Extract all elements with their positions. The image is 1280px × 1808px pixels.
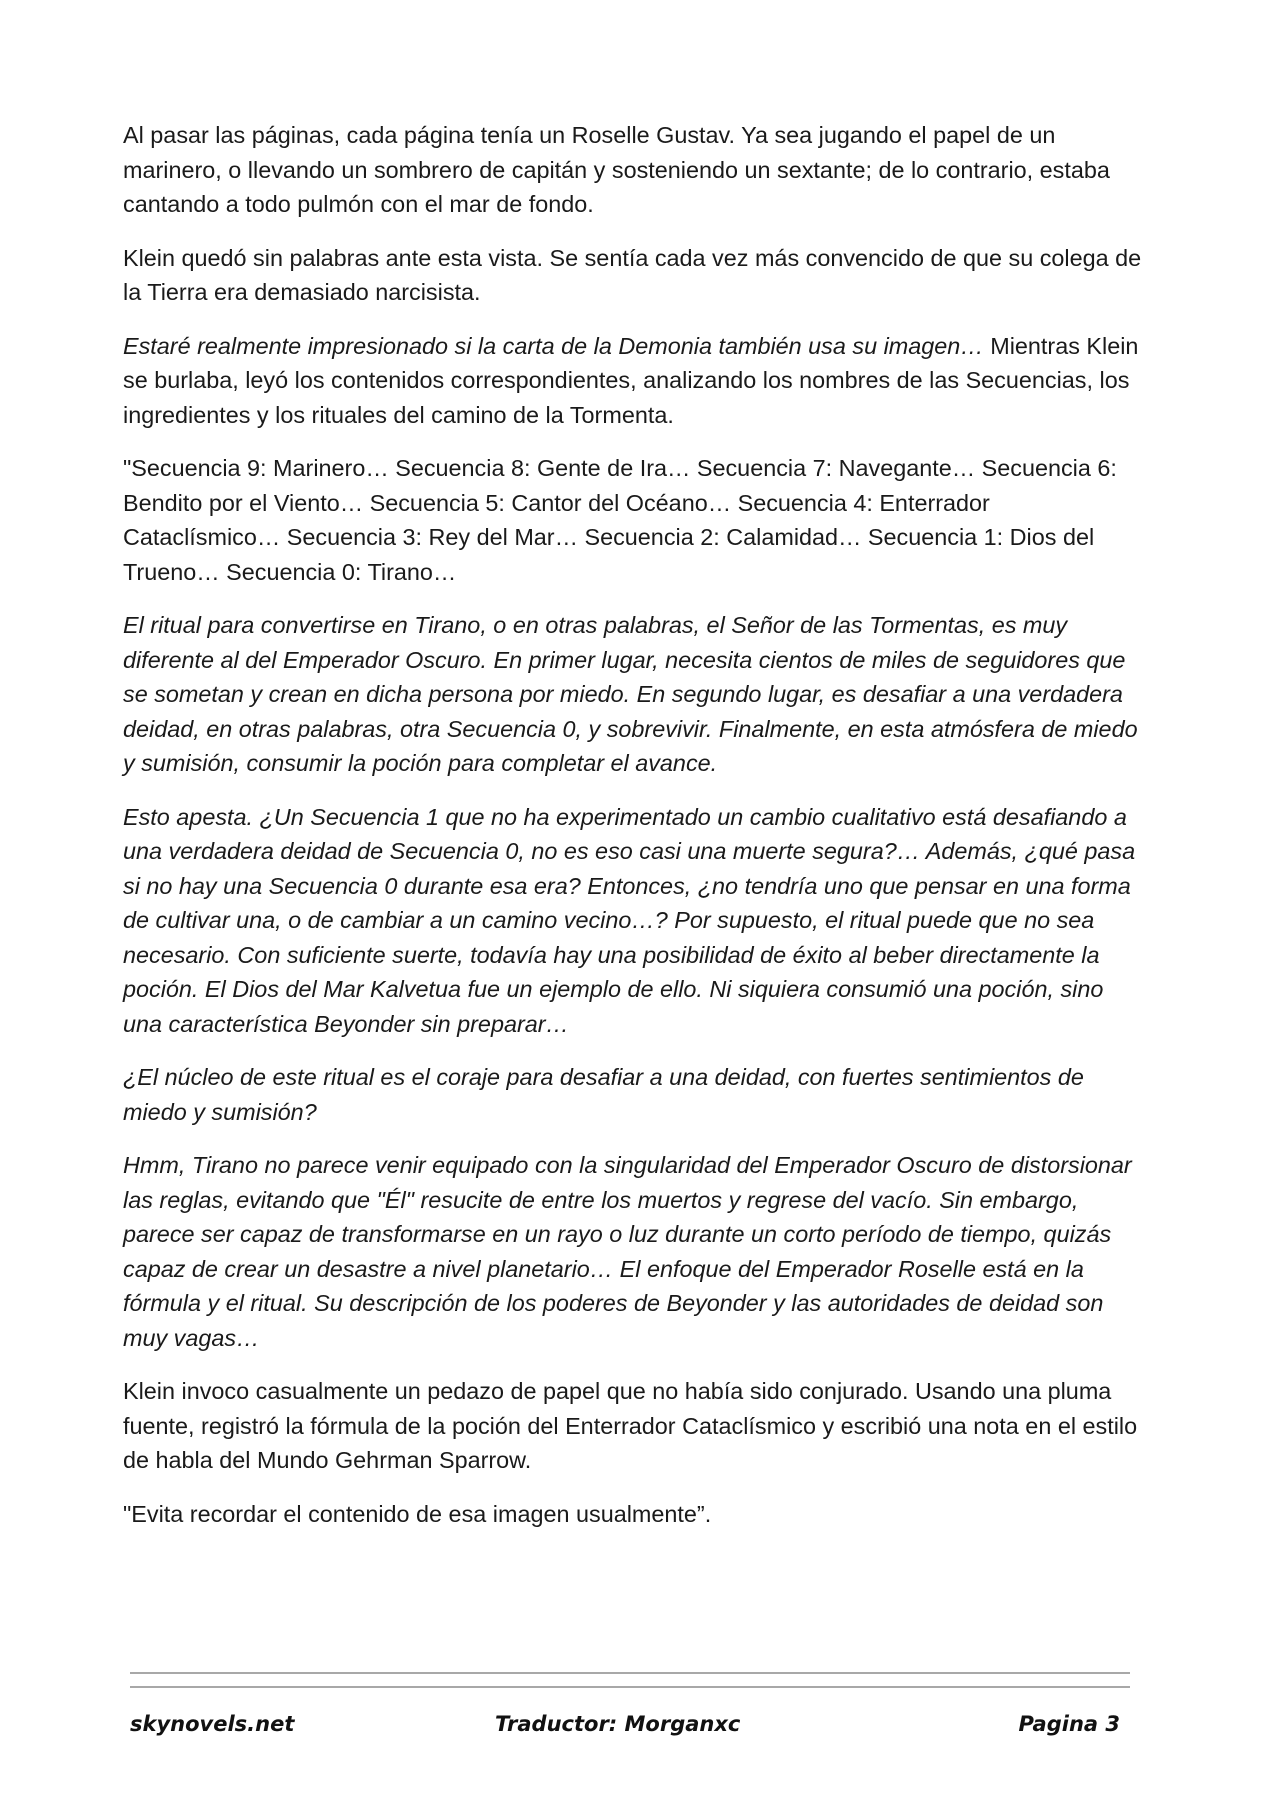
paragraph-3 xyxy=(123,329,1145,433)
paragraph-3-narration: Mientras Klein se burlaba, leyó los contenidos correspondientes, analizando los nombres de las Secuencias, los ingredientes y los rituales del camino de la Tormenta. xyxy=(123,332,1139,428)
paragraph-9: Klein invoco casualmente un pedazo de papel que no había sido conjurado. Usando una pluma fuente, registró la fórmula de la poción del Enterrador Cataclísmico y escribió una nota en el estilo de habla del Mundo Gehrman Sparrow. xyxy=(123,1378,1138,1473)
paragraph-4: "Secuencia 9: Marinero… Secuencia 8: Gente de Ira… Secuencia 7: Navegante… Secuencia 6: Bendito por el Viento… Secuencia 5: Cantor del Océano… Secuencia 4: Enterrador Cataclísmico… Secuencia 3: Rey del Mar… Secuencia 2: Calamidad… Secuencia 1: Dios del Trueno… Secuencia 0: Tirano… xyxy=(123,455,1117,585)
footer-translator: Traductor: Morganxc xyxy=(495,1712,741,1736)
page-body xyxy=(123,118,1145,1550)
footer-site: skynovels.net xyxy=(130,1712,295,1736)
footer-page-number: Pagina 3 xyxy=(1018,1712,1120,1736)
paragraph-8: Hmm, Tirano no parece venir equipado con la singularidad del Emperador Oscuro de distorsionar las reglas, evitando que "Él" resucite de entre los muertos y regrese del vacío. Sin embargo, parece ser capaz de transformarse en un rayo o luz durante un corto período de tiempo, quizás capaz de crear un desastre a nivel planetario… El enfoque del Emperador Roselle está en la fórmula y el ritual. Su descripción de los poderes de Beyonder y las autoridades de deidad son muy vagas… xyxy=(123,1152,1132,1351)
paragraph-5: El ritual para convertirse en Tirano, o en otras palabras, el Señor de las Tormentas, es muy diferente al del Emperador Oscuro. En primer lugar, necesita cientos de miles de seguidores que se sometan y crean en dicha persona por miedo. En segundo lugar, es desafiar a una verdadera deidad, en otras palabras, otra Secuencia 0, y sobrevivir. Finalmente, en esta atmósfera de miedo y sumisión, consumir la poción para completar el avance. xyxy=(123,612,1138,776)
paragraph-3-thought: Estaré realmente impresionado si la carta de la Demonia también usa su imagen… xyxy=(123,332,984,359)
paragraph-2: Klein quedó sin palabras ante esta vista. Se sentía cada vez más convencido de que su colega de la Tierra era demasiado narcisista. xyxy=(123,244,1142,305)
paragraph-10: "Evita recordar el contenido de esa imagen usualmente”. xyxy=(123,1500,712,1527)
page-footer xyxy=(130,1712,1120,1746)
footer-rule-top xyxy=(130,1672,1130,1674)
paragraph-7: ¿El núcleo de este ritual es el coraje para desafiar a una deidad, con fuertes sentimientos de miedo y sumisión? xyxy=(123,1064,1084,1125)
footer-rule-bottom xyxy=(130,1686,1130,1688)
paragraph-6: Esto apesta. ¿Un Secuencia 1 que no ha experimentado un cambio cualitativo está desafiando a una verdadera deidad de Secuencia 0, no es eso casi una muerte segura?… Además, ¿qué pasa si no hay una Secuencia 0 durante esa era? Entonces, ¿no tendría uno que pensar en una forma de cultivar una, o de cambiar a un camino vecino…? Por supuesto, el ritual puede que no sea necesario. Con suficiente suerte, todavía hay una posibilidad de éxito al beber directamente la poción. El Dios del Mar Kalvetua fue un ejemplo de ello. Ni siquiera consumió una poción, sino una característica Beyonder sin preparar… xyxy=(123,803,1136,1037)
footer-divider xyxy=(130,1672,1130,1700)
paragraph-1: Al pasar las páginas, cada página tenía un Roselle Gustav. Ya sea jugando el papel de un marinero, o llevando un sombrero de capitán y sosteniendo un sextante; de lo contrario, estaba cantando a todo pulmón con el mar de fondo. xyxy=(123,122,1110,217)
